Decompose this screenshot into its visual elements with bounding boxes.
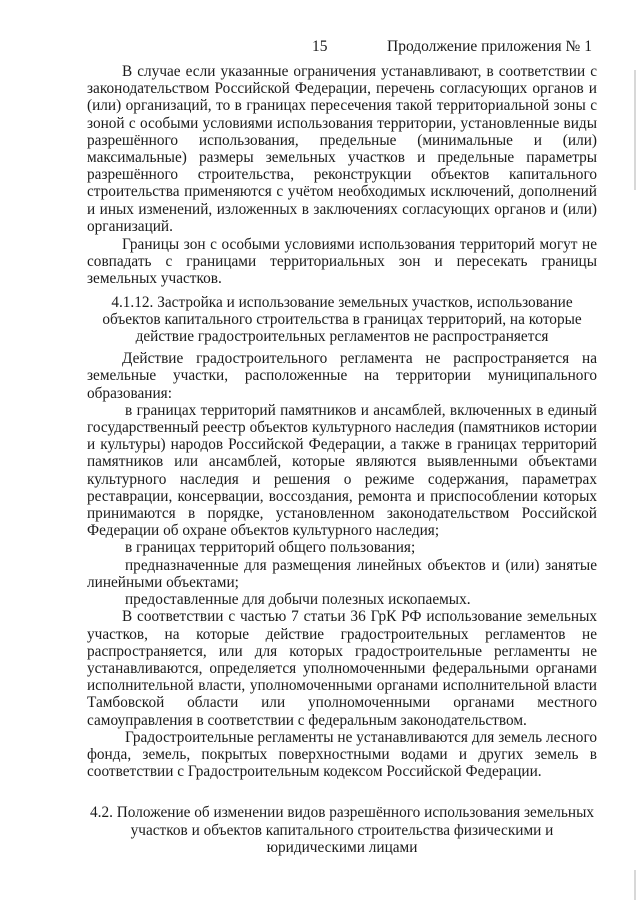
page-header: [0, 38, 640, 58]
list-item-linear-objects: предназначенные для размещения линейных объектов и (или) занятые линейными объектами;: [87, 556, 597, 591]
list-item-mining: предоставленные для добычи полезных ископаемых.: [125, 591, 471, 609]
paragraph-zone-restrictions: В случае если указанные ограничения устанавливают, в соответствии с законодательством Российской Федерации, перечень согласующих органов и (или) организаций, то в границах пересечения такой территориальной зоны с зоной с особыми условиями использования территории, установленные виды разрешённого использования, предельные (минимальные и (или) максимальные) размеры земельных участков и предельные параметры разрешённого строительства, реконструкции объектов капитального строительства применяются с учётом необходимых исключений, дополнений и иных изменений, изложенных в заключениях согласующих органов и (или) организаций.: [87, 63, 597, 235]
scan-edge-mark: [634, 70, 636, 190]
paragraph-regulation-scope: Действие градостроительного регламента не распространяется на земельные участки, расположенные на территории муниципального образования:: [87, 350, 597, 402]
paragraph-article-36: В соответствии с частью 7 статьи 36 ГрК РФ использование земельных участков, на которые действие градостроительных регламентов не распространяется, или для которых градостроительные регламенты не устанавливаются, определяется уполномоченными федеральными органами исполнительной власти, уполномоченными органами исполнительной власти Тамбовской области или уполномоченными органами местного самоуправления в соответствии с федеральным законодательством.: [87, 608, 597, 729]
document-body: [87, 63, 597, 856]
appendix-continuation-label: Продолжение приложения № 1: [387, 38, 592, 55]
page-number: 15: [312, 38, 328, 55]
list-item-monuments: в границах территорий памятников и ансамблей, включенных в единый государственный реестр объектов культурного наследия (памятников истории и культуры) народов Российской Федерации, а также в границах территорий памятников или ансамблей, которые являются выявленными объектами культурного наследия и решения о режиме содержания, параметрах реставрации, консервации, воссоздания, ремонта и приспособлении которых принимаются в порядке, установленном законодательством Российской Федерации об охране объектов культурного наследия;: [87, 401, 597, 540]
scan-edge-mark: [634, 870, 636, 900]
paragraph-zone-boundaries: Границы зон с особыми условиями использования территорий могут не совпадать с границами территориальных зон и пересекать границы земельных участков.: [87, 236, 597, 288]
list-item-public-use: в границах территорий общего пользования;: [125, 539, 416, 557]
paragraph-no-regulations: Градостроительные регламенты не устанавливаются для земель лесного фонда, земель, покрытых поверхностными водами и других земель в соответствии с Градостроительным кодексом Российской Федерации.: [87, 728, 597, 781]
section-heading-4-1-12: 4.1.12. Застройка и использование земельных участков, использование объектов капитального строительства в границах территорий, на которые действие градостроительных регламентов не распространяется: [102, 293, 582, 346]
section-heading-4-2: 4.2. Положение об изменении видов разрешённого использования земельных участков и объектов капитального строительства физическими и юридическими лицами: [89, 804, 595, 856]
